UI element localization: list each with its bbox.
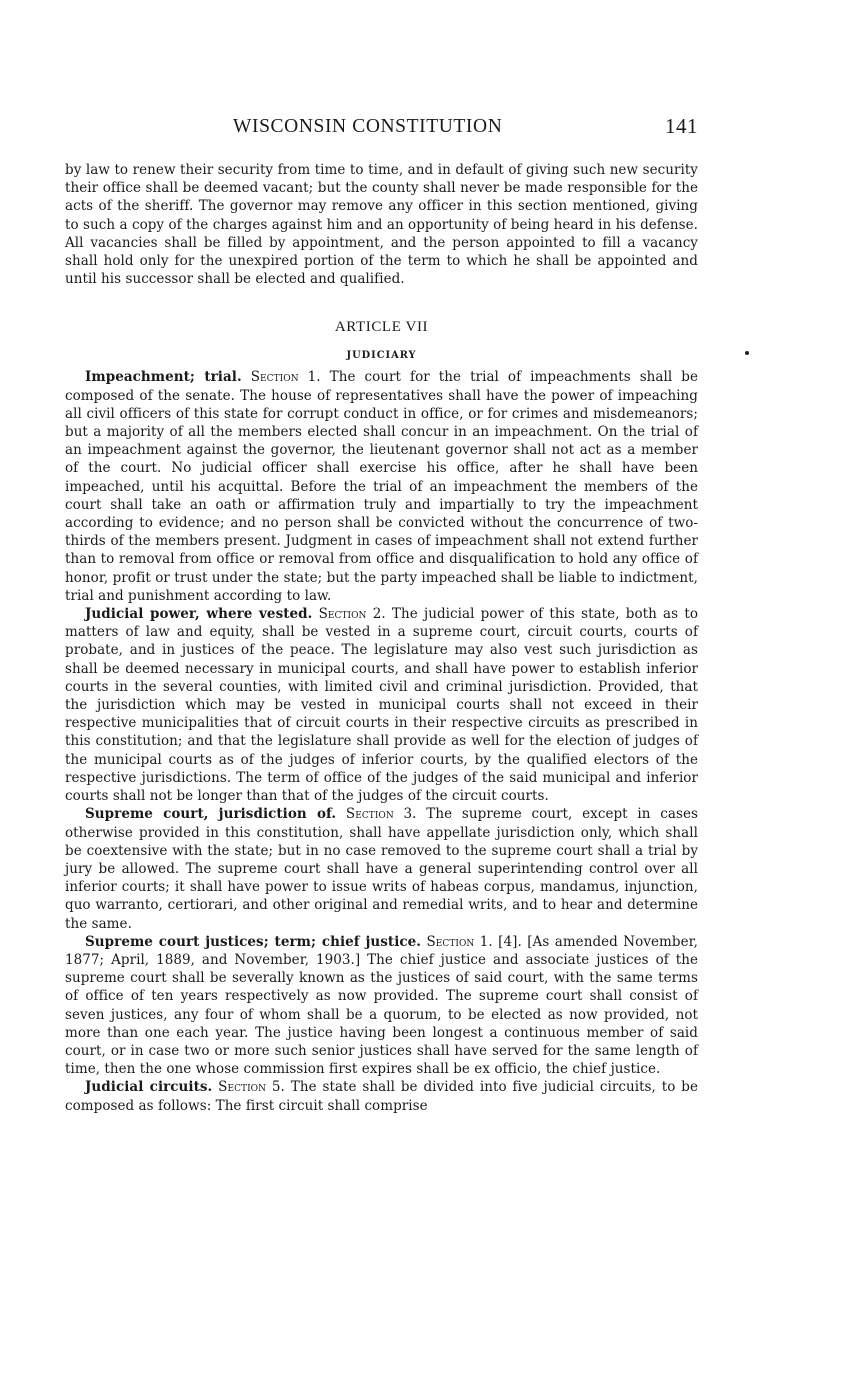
opening-paragraph: by law to renew their security from time to time, and in default of giving such new security their office shall be deemed vacant; but the county shall never be made responsible for the acts of the sheriff. The governor may remove any officer in this section mentioned, giving to such a copy of the charges against him and an opportunity of being heard in his defense. All vacancies shall be filled by appointment, and the person appointed to fill a vacancy shall hold only for the unexpired portion of the term to which he shall be appointed and until his successor shall be elected and qualified.	[65, 162, 698, 288]
section-title: Judicial circuits.	[85, 1079, 213, 1096]
section-title: Supreme court justices; term; chief justice.	[85, 933, 422, 950]
article-subheading: JUDICIARY	[346, 350, 417, 362]
section-label: Section 3.	[345, 806, 417, 823]
section-supreme-court-justices	[65, 933, 698, 1079]
section-judicial-power	[65, 605, 698, 805]
page-number: 141	[665, 114, 698, 138]
document-page	[65, 112, 698, 1115]
section-text: [4]. [As amended November, 1877; April, 1889, and November, 1903.] The chief justice and associate justices of the supreme court shall be severally known as the justices of said court, with the same terms of office of ten years respectively as now provided. The supreme court shall consist of seven justices, any four of whom shall be a quorum, to be elected as now provided, not more than one each year. The justice having been longest a continuous member of said court, or in case two or more such senior justices shall have served for the same length of time, then the one whose commission first expires shall be ex officio, the chief justice.	[65, 933, 698, 1078]
section-text: The judicial power of this state, both as to matters of law and equity, shall be vested in a supreme court, circuit courts, courts of probate, and in justices of the peace. The legislature may also vest such jurisdiction as shall be deemed necessary in municipal courts, and shall have power to establish inferior courts in the several counties, with limited civil and criminal jurisdiction. Provided, that the jurisdiction which may be vested in municipal courts shall not exceed in their respective municipalities that of circuit courts in their respective circuits as prescribed in this constitution; and that the legislature shall provide as well for the election of judges of the municipal courts as of the judges of inferior courts, by the qualified electors of the respective jurisdictions. The term of office of the judges of the said municipal and inferior courts shall not be longer than that of the judges of the circuit courts.	[65, 606, 699, 805]
running-header	[65, 112, 698, 146]
section-label: Section 1.	[250, 369, 321, 386]
section-label: Section 1.	[426, 933, 493, 950]
section-supreme-court-jurisdiction	[65, 805, 698, 932]
section-title: Supreme court, jurisdiction of.	[85, 806, 337, 823]
running-title: WISCONSIN CONSTITUTION	[233, 116, 503, 137]
section-title: Impeachment; trial.	[85, 369, 242, 386]
section-text: The state shall be divided into five judicial circuits, to be composed as follows: The first circuit shall comprise	[65, 1079, 698, 1114]
section-impeachment	[65, 368, 698, 605]
section-judicial-circuits	[65, 1078, 698, 1114]
article-heading: ARTICLE VII	[334, 319, 429, 336]
section-text: The court for the trial of impeachments shall be composed of the senate. The house of representatives shall have the power of impeaching all civil officers of this state for corrupt conduct in office, or for crimes and misdemeanors; but a majority of all the members elected shall concur in an impeachment. On the trial of an impeachment against the governor, the lieutenant governor shall not act as a member of the court. No judicial officer shall exercise his office, after he shall have been impeached, until his acquittal. Before the trial of an impeachment the members of the court shall take an oath or affirmation truly and impartially to try the impeachment according to evidence; and no person shall be convicted without the concurrence of two-thirds of the members present. Judgment in cases of impeachment shall not extend further than to removal from office or removal from office and disqualification to hold any office of honor, profit or trust under the state; but the party impeached shall be liable to indictment, trial and punishment according to law.	[65, 369, 699, 604]
ink-speck	[745, 351, 749, 355]
section-label: Section 5.	[218, 1079, 285, 1096]
section-text: The supreme court, except in cases otherwise provided in this constitution, shall have appellate jurisdiction only, which shall be coextensive with the state; but in no case removed to the supreme court shall a trial by jury be allowed. The supreme court shall have a general superintending control over all inferior courts; it shall have power to issue writs of habeas corpus, mandamus, injunction, quo warranto, certiorari, and other original and remedial writs, and to hear and determine the same.	[65, 806, 698, 932]
section-label: Section 2.	[318, 606, 386, 623]
section-title: Judicial power, where vested.	[85, 606, 313, 623]
